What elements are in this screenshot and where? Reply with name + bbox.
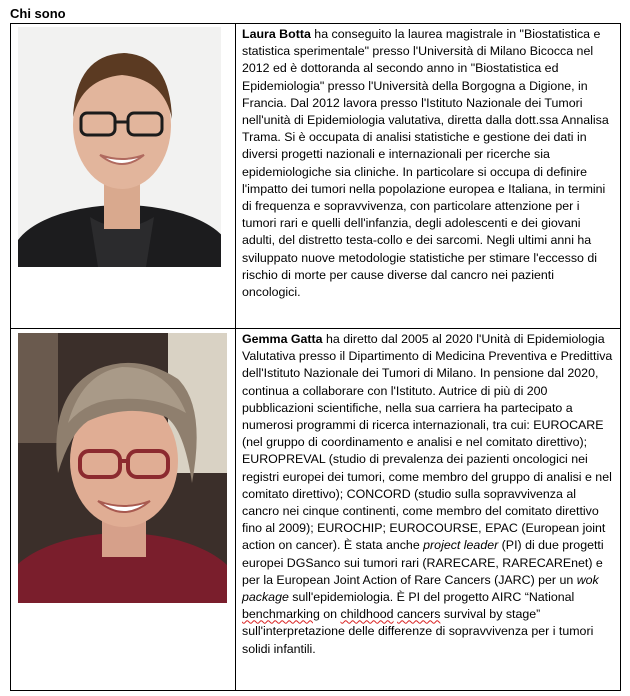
bio-text-italic: project leader bbox=[423, 538, 499, 553]
portrait-photo-gatta bbox=[18, 333, 227, 603]
bio-text: ha diretto dal 2005 al 2020 l'Unità di Epidemiologia Valutativa presso il Dipartimento di Medicina Preventiva e Predittiva dell'Istituto Nazionale dei Tumori di Milano. In pensione dal 2020, continua a collaborare con l'Istituto. Autrice di più di 200 pubblicazioni scientifiche, nella sua carriera ha partecipato a numerosi programmi di ricerca internazionali, tra cui: EUROCARE (nel gruppo di coordinamento e analisi e nel comitato direttivo); EUROPREVAL (studio di prevalenza dei pazienti oncologici nei registri europei dei tumori, come membro del gruppo di analisi e nel comitato direttivo); CONCORD (studio sulla sopravvivenza al cancro nei cinque continenti, come membro del comitato direttivo fino al 2009); EUROCHIP; EUROCOURSE, EPAC (European joint action on cancer). È stata anche bbox=[242, 332, 613, 553]
person-name: Gemma Gatta bbox=[242, 332, 323, 346]
bio-row-botta bbox=[11, 24, 621, 329]
bio-text: ha conseguito la laurea magistrale in "Biostatistica e statistica sperimentale" presso l'Università di Milano Bicocca nel 2012 ed è dottoranda al secondo anno in "Biostatistica ed Epidemiologia" presso l'Università della Borgogna a Digione, in Francia. Dal 2012 lavora presso l'Istituto Nazionale dei Tumori nell'unità di Epidemiologia valutativa, diretta dalla dott.ssa Annalisa Trama. Si è occupata di analisi statistiche e gestione dei dati in diversi progetti nazionali e internazionali per ricerche sia epidemiologiche sia cliniche. In particolare si occupa di definire l'impatto dei tumori nella popolazione europea e Italiana, in termini di frequenza e sopravvivenza, con particolare attenzione per i tumori rari e quelli dell'infanzia, degli adolescenti e dei giovani adulti, del distretto testa-collo e dei sarcomi. Negli ultimi anni ha sviluppato nuove metodologie statistiche per stimare l'eccesso di rischio di morte per cause diverse dal cancro nei pazienti oncologici. bbox=[242, 27, 609, 300]
page-heading: Chi sono bbox=[10, 6, 66, 21]
person-name: Laura Botta bbox=[242, 27, 311, 41]
bio-text: survival by stage” sull'interpretazione delle differenze di sopravvivenza per i tumori solidi infantili. bbox=[242, 607, 594, 656]
bio-row-gatta bbox=[11, 329, 621, 691]
photo-cell bbox=[11, 24, 236, 329]
bio-text-gatta bbox=[236, 329, 621, 691]
spellcheck-word: childhood bbox=[340, 607, 394, 622]
bio-text: sull'epidemiologia. È PI del progetto AIRC “National bbox=[288, 590, 575, 605]
bio-text-italic: wok package bbox=[242, 572, 599, 605]
bio-table bbox=[10, 23, 621, 691]
bio-text-botta bbox=[236, 24, 621, 329]
bio-text: on bbox=[319, 607, 341, 622]
spellcheck-word: benchmarking bbox=[242, 607, 320, 622]
photo-cell bbox=[11, 329, 236, 691]
spellcheck-word: cancers bbox=[397, 607, 441, 622]
bio-text: (PI) di due progetti europei DGSanco sui tumori rari (RARECARE, RARECAREnet) e per la European Joint Action of Rare Cancers (JARC) per un bbox=[242, 538, 604, 587]
portrait-photo-botta bbox=[18, 27, 221, 267]
